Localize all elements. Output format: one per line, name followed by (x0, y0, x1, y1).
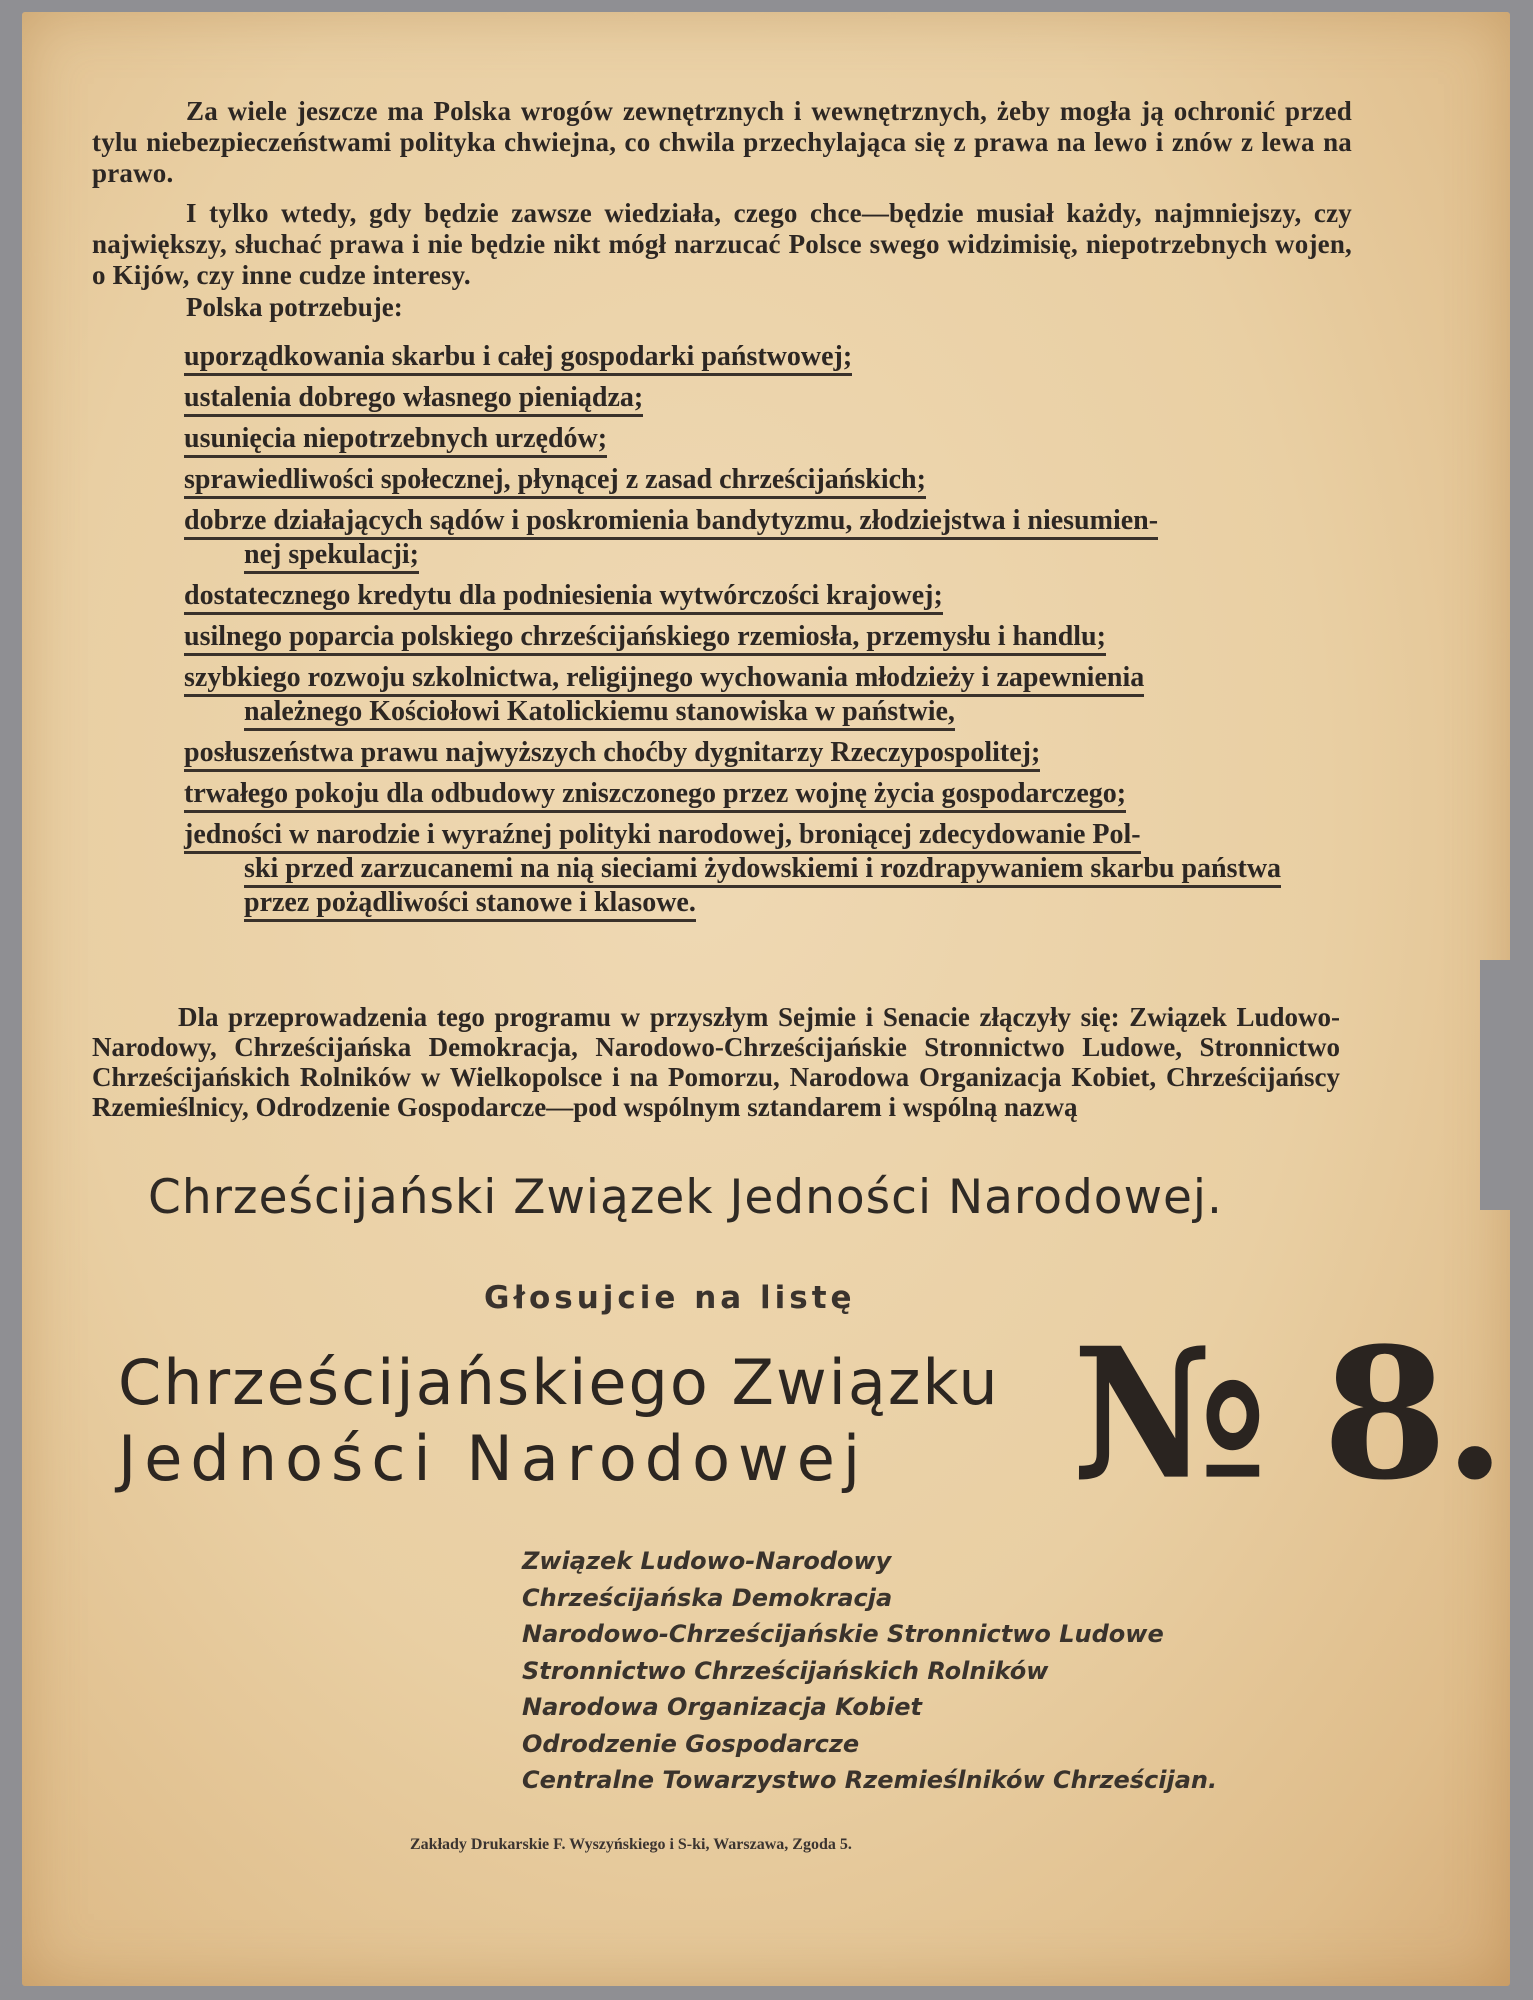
need-item (184, 504, 1344, 572)
list-name-line-2: Jedności Narodowej (118, 1422, 869, 1495)
printer-imprint: Zakłady Drukarskie F. Wyszyńskiego i S-ki, Warszawa, Zgoda 5. (410, 1836, 852, 1853)
need-item-continuation: nej spekulacji; (244, 539, 419, 574)
need-item (184, 818, 1344, 920)
need-item-text: usunięcia niepotrzebnych urzędów; (184, 423, 607, 458)
member-organization: Odrodzenie Gospodarcze (522, 1729, 860, 1758)
union-name-heading: Chrześcijański Związek Jedności Narodowej. (148, 1170, 1223, 1225)
need-item-text: ustalenia dobrego własnego pieniądza; (184, 382, 643, 417)
list-name-line-1: Chrześcijańskiego Związku (118, 1346, 1000, 1419)
need-item-text: posłuszeństwa prawu najwyższych choćby dygnitarzy Rzeczypospolitej; (184, 737, 1040, 772)
need-item-text: dobrze działających sądów i poskromienia bandytyzmu, złodziejstwa i niesumien- (184, 505, 1158, 540)
vote-call: Głosujcie na listę (484, 1280, 856, 1316)
coalition-paragraph (92, 1002, 1340, 1122)
intro-paragraph-2 (92, 198, 1352, 291)
intro-paragraph-1 (92, 96, 1352, 189)
list-number: № 8. (1072, 1309, 1503, 1520)
needs-list (184, 340, 1344, 927)
need-item-text: jedności w narodzie i wyraźnej polityki narodowej, broniącej zdecydowanie Pol- (184, 819, 1141, 854)
need-item-text: trwałego pokoju dla odbudowy zniszczonego przez wojnę życia gospodarczego; (184, 778, 1126, 813)
need-item (184, 381, 1344, 415)
need-item (184, 661, 1344, 729)
member-organization: Narodowa Organizacja Kobiet (522, 1693, 923, 1721)
intro-paragraph-1-text: Za wiele jeszcze ma Polska wrogów zewnętrznych i wewnętrznych, żeby mogła ją ochronić przed tylu niebezpieczeństwami polityka chwiejna, co chwila przechylająca się z prawa na lewo i znów z lewa na prawo. (92, 96, 1352, 188)
need-item (184, 736, 1344, 770)
need-item (184, 579, 1344, 613)
need-item (184, 340, 1344, 374)
need-item-text: dostatecznego kredytu dla podniesienia wytwórczości krajowej; (184, 580, 943, 615)
need-item-text: szybkiego rozwoju szkolnictwa, religijnego wychowania młodzieży i zapewnienia (184, 662, 1144, 697)
member-organization: Stronnictwo Chrześcijańskich Rolników (522, 1656, 1049, 1685)
member-organization: Narodowo-Chrześcijańskie Stronnictwo Ludowe (522, 1620, 1164, 1648)
need-item-continuation: ski przed zarzucanemi na nią sieciami żydowskiemi i rozdrapywaniem skarbu państwa przez pożądliwości stanowe i klasowe. (244, 853, 1281, 922)
need-item (184, 422, 1344, 456)
list-name (118, 1345, 1000, 1497)
member-organizations-list (522, 1543, 1217, 1799)
need-item-text: sprawiedliwości społecznej, płynącej z zasad chrześcijańskich; (184, 464, 926, 499)
torn-edge (1480, 960, 1520, 1210)
coalition-paragraph-text: Dla przeprowadzenia tego programu w przyszłym Sejmie i Senacie złączyły się: Związek Ludowo-Narodowy, Chrześcijańska Demokracja, Narodowo-Chrześcijańskie Stronnictwo Ludowe, Stronnictwo Chrześcijańskich Rolników w Wielkopolsce i na Pomorzu, Narodowa Organizacja Kobiet, Chrześcijańscy Rzemieślnicy, Odrodzenie Gospodarcze—pod wspólnym sztandarem i wspólną nazwą (92, 1002, 1340, 1122)
needs-heading: Polska potrzebuje: (186, 292, 403, 322)
need-item-continuation: należnego Kościołowi Katolickiemu stanowiska w państwie, (244, 696, 955, 731)
member-organization: Centralne Towarzystwo Rzemieślników Chrześcijan. (522, 1766, 1218, 1794)
intro-paragraph-2-text: I tylko wtedy, gdy będzie zawsze wiedziała, czego chce—będzie musiał każdy, najmniejszy, czy największy, słuchać prawa i nie będzie nikt mógł narzucać Polsce swego widzimisię, niepotrzebnych wojen, o Kijów, czy inne cudze interesy. (92, 198, 1352, 290)
need-item (184, 463, 1344, 497)
member-organization: Związek Ludowo-Narodowy (522, 1547, 892, 1575)
need-item-text: usilnego poparcia polskiego chrześcijańskiego rzemiosła, przemysłu i handlu; (184, 621, 1106, 656)
need-item (184, 777, 1344, 811)
need-item-text: uporządkowania skarbu i całej gospodarki państwowej; (184, 341, 852, 376)
member-organization: Chrześcijańska Demokracja (522, 1583, 893, 1612)
need-item (184, 620, 1344, 654)
